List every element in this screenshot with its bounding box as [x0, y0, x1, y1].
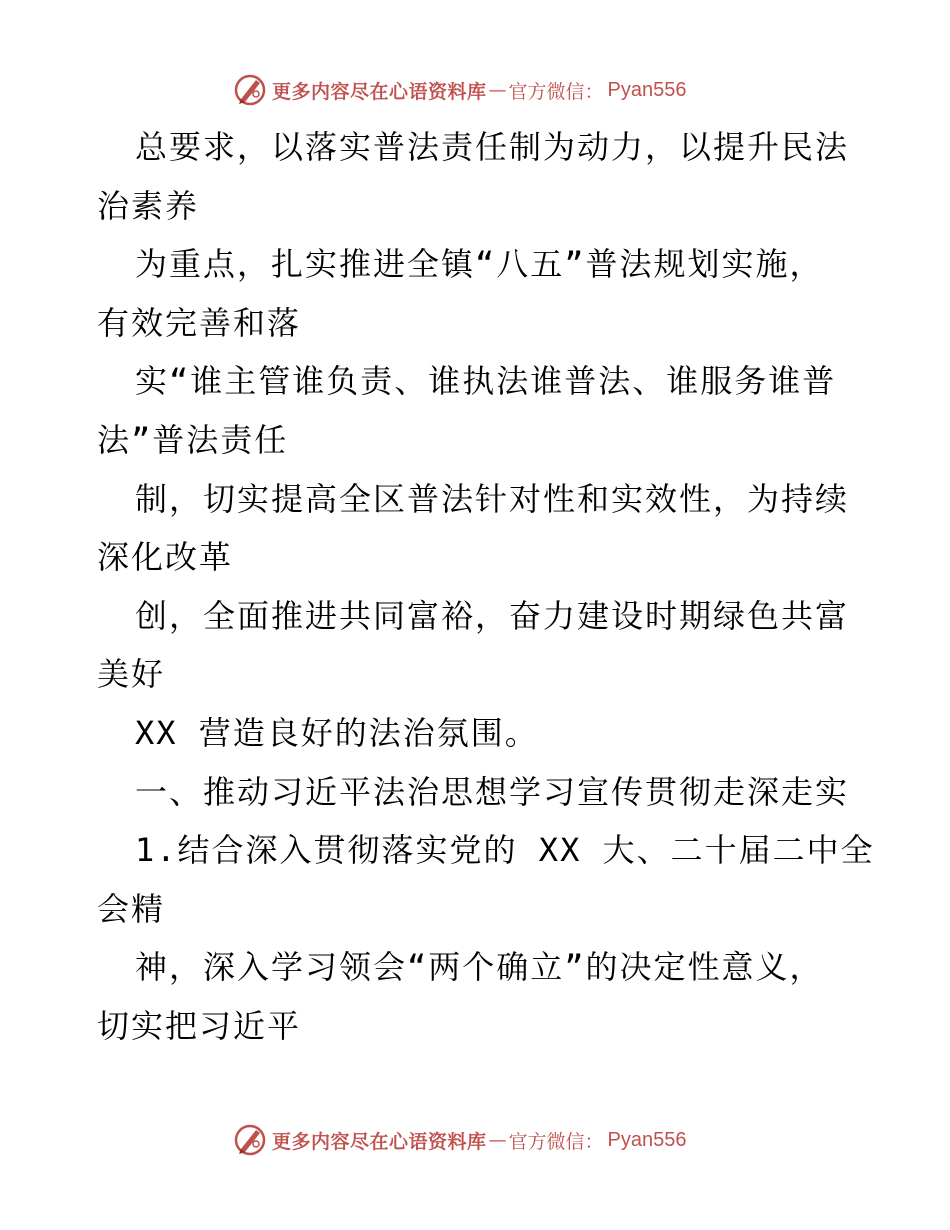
watermark-wechat-id: Pyan556: [607, 78, 687, 101]
pen-circle-logo-icon: [232, 72, 268, 108]
watermark-separator: —: [488, 1129, 507, 1151]
watermark-site-text: 更多内容尽在心语资料库: [272, 80, 487, 103]
body-line: 为重点，扎实推进全镇“八五”普法规划实施，: [135, 245, 824, 284]
body-line: 制，切实提高全区普法针对性和实效性，为持续: [135, 479, 850, 518]
document-body: [97, 118, 875, 1056]
body-line: 实“谁主管谁负责、谁执法谁普法、谁服务谁普: [135, 362, 837, 401]
body-line: 法”普法责任: [97, 420, 289, 459]
body-line: 创，全面推进共同富裕，奋力建设时期绿色共富: [135, 596, 850, 635]
watermark-wechat-id: Pyan556: [607, 1128, 687, 1151]
footer-watermark: [232, 1122, 712, 1158]
body-line: 有效完善和落: [97, 303, 302, 342]
watermark-wechat-label: 官方微信：: [508, 1130, 604, 1153]
watermark-wechat-label: 官方微信：: [508, 80, 604, 103]
header-watermark: [232, 72, 712, 108]
body-line: 神，深入学习领会“两个确立”的决定性意义，: [135, 948, 824, 987]
body-line: XX 营造良好的法治氛围。: [135, 713, 539, 752]
body-line: 美好: [97, 655, 166, 694]
section-heading: 一、推动习近平法治思想学习宣传贯彻走深走实: [135, 772, 850, 811]
body-line: 切实把习近平: [97, 1006, 302, 1045]
body-line: 总要求，以落实普法责任制为动力，以提升民法: [135, 128, 850, 166]
body-line: 深化改革: [97, 538, 234, 577]
body-line: 治素养: [97, 186, 200, 225]
body-line: 1.结合深入贯彻落实党的 XX 大、二十届二中全: [135, 831, 875, 870]
watermark-site-text: 更多内容尽在心语资料库: [272, 1130, 487, 1153]
watermark-separator: —: [488, 79, 507, 101]
pen-circle-logo-icon: [232, 1122, 268, 1158]
body-line: 会精: [97, 889, 166, 928]
